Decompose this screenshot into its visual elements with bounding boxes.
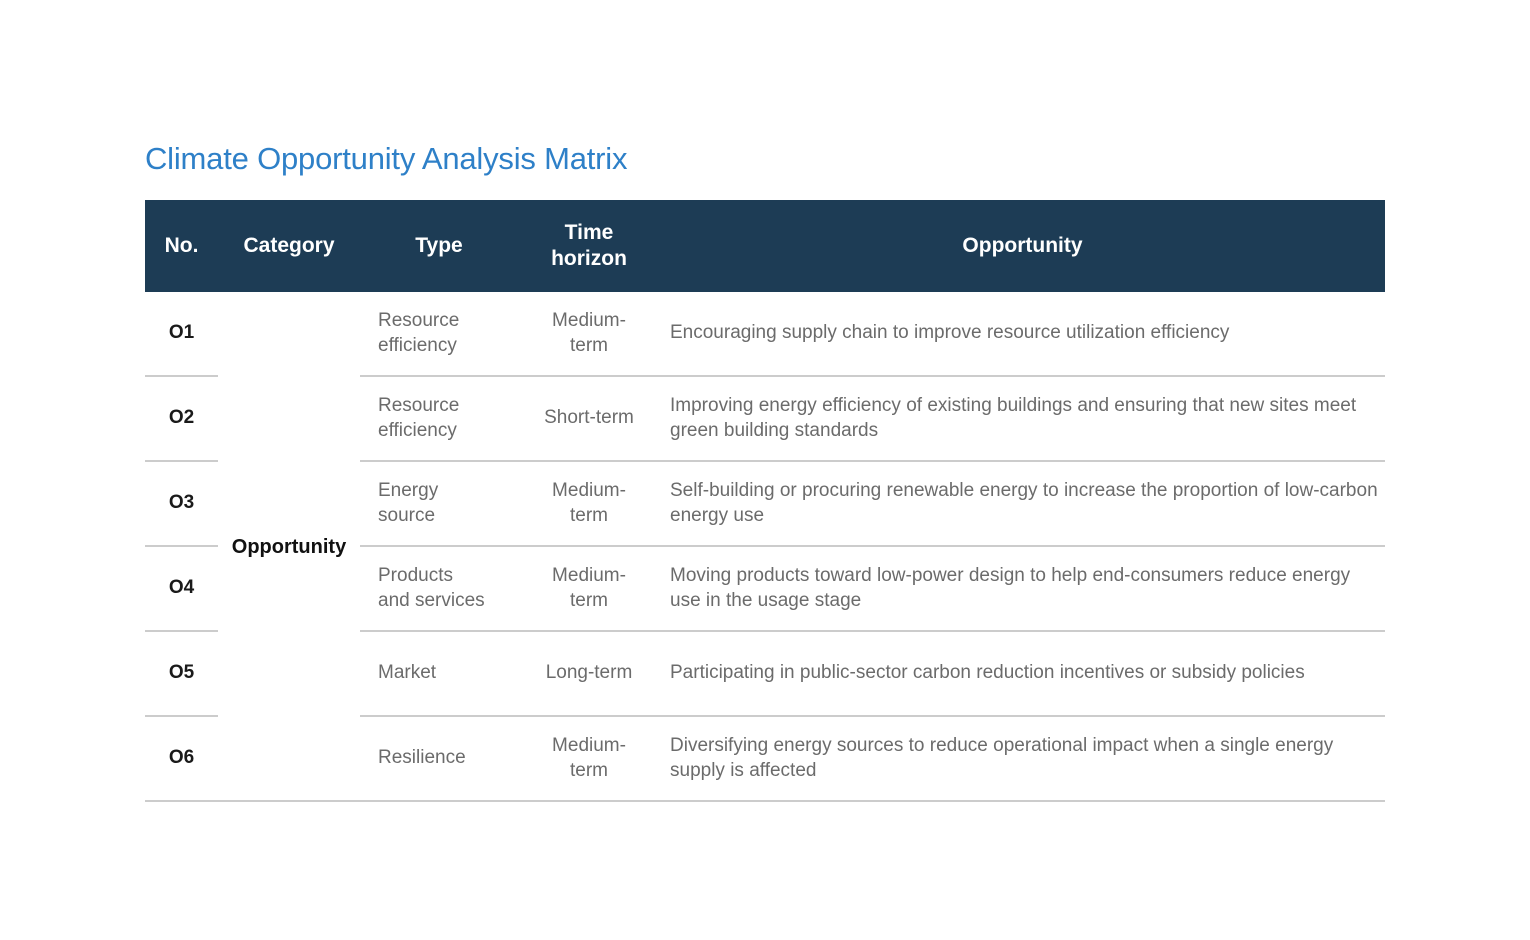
type-cell [360,377,518,462]
opportunity-cell [660,377,1385,462]
opportunity-cell [660,547,1385,632]
opportunity-text: Participating in public-sector carbon reduction incentives or subsidy policies [670,662,1305,684]
table-row [145,377,1385,462]
time-horizon-cell [518,377,660,462]
opportunity-cell [660,717,1385,802]
time-horizon-cell [518,292,660,377]
table-header-row [145,200,1385,292]
type-cell [360,717,518,802]
row-number: O1 [145,292,218,377]
time-horizon-text: Long-term [545,662,633,684]
opportunity-text: Diversifying energy sources to reduce operational impact when a single energy supply is affected [670,734,1334,781]
opportunity-text: Self-building or procuring renewable energy to increase the proportion of low-carbon energy use [670,479,1378,526]
opportunity-table [145,200,1385,802]
opportunity-text: Improving energy efficiency of existing buildings and ensuring that new sites meet green building standards [670,394,1357,441]
row-number: O5 [145,632,218,717]
page-title: Climate Opportunity Analysis Matrix [145,141,628,176]
category-cell-spacer [218,632,360,717]
opportunity-cell [660,462,1385,547]
category-cell-spacer [218,292,360,377]
header-opportunity: Opportunity [962,233,1083,257]
opportunity-cell [660,632,1385,717]
type-text: Resilience [378,747,466,769]
table-body [145,292,1385,802]
table-row [145,632,1385,717]
time-horizon-cell [518,632,660,717]
table-row [145,292,1385,377]
header-time-horizon-text: Time horizon [551,220,627,270]
header-no: No. [164,233,199,257]
type-cell [360,632,518,717]
time-horizon-cell [518,717,660,802]
table-row [145,462,1385,547]
type-cell [360,292,518,377]
header-type: Type [415,233,463,257]
opportunity-text: Moving products toward low-power design to help end-consumers reduce energy use in the usage stage [670,564,1351,611]
category-merged-cell: Opportunity [231,535,347,558]
opportunity-text: Encouraging supply chain to improve resource utilization efficiency [670,322,1230,344]
category-cell-spacer [218,717,360,802]
type-text: Energy source [378,479,439,526]
type-text: Resource efficiency [378,309,460,356]
type-text: Market [378,662,437,684]
time-horizon-cell [518,462,660,547]
category-cell-spacer [218,377,360,462]
type-cell [360,462,518,547]
time-horizon-text: Medium-term [552,734,626,781]
table-row [145,547,1385,632]
time-horizon-text: Medium-term [552,479,626,526]
row-number: O2 [145,377,218,462]
table-row [145,717,1385,802]
time-horizon-text: Short-term [544,407,634,429]
row-number: O4 [145,547,218,632]
category-cell-spacer [218,547,360,632]
type-text: Products and services [378,564,485,611]
row-number: O6 [145,717,218,802]
header-time-horizon [518,200,660,292]
opportunity-cell [660,292,1385,377]
time-horizon-cell [518,547,660,632]
type-cell [360,547,518,632]
category-cell-spacer [218,462,360,547]
time-horizon-text: Medium-term [552,309,626,356]
type-text: Resource efficiency [378,394,460,441]
header-category: Category [243,233,335,257]
row-number: O3 [145,462,218,547]
time-horizon-text: Medium-term [552,564,626,611]
